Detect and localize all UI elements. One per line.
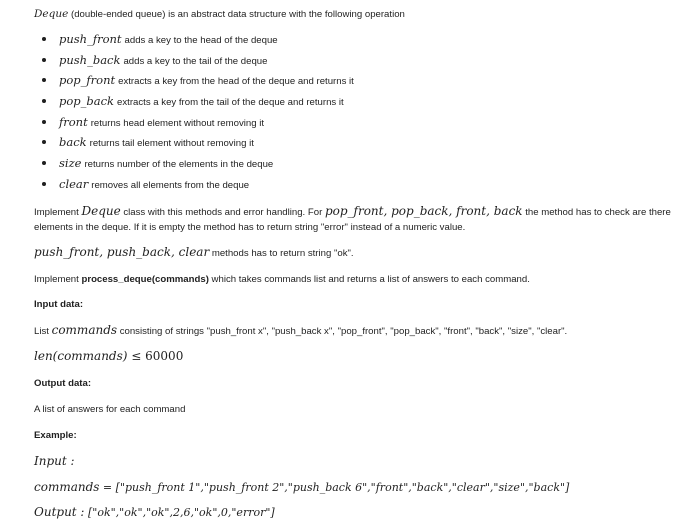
operation-desc: returns head element without removing it [90,117,265,129]
list-item [34,93,354,114]
example-commands-rhs: = ["push_front 1","push_front 2","push_back 6","front","back","clear","size","back"] [99,481,570,494]
ok-rule-text: methods has to return string "ok". [209,248,354,259]
intro-text: (double-ended queue) is an abstract data structure with the following operation [68,9,405,20]
bullet-icon [42,37,46,41]
process-suffix: which takes commands list and returns a list of answers to each command. [208,274,530,285]
commands-var: commands [51,323,118,337]
example-output-label: Output : [34,505,85,519]
implement-line-1 [34,205,671,219]
input-desc-prefix: List [34,326,52,337]
list-item [34,134,354,155]
operation-name: back [59,135,87,150]
input-desc-suffix: consisting of strings "push_front x", "push_back x", "pop_front", "pop_back", "front", "back", "size", "clear". [117,326,568,337]
operation-desc: removes all elements from the deque [91,179,250,191]
bullet-icon [42,78,46,82]
operation-name: clear [59,176,89,191]
operation-name: push_back [59,52,121,67]
example-output-value: ["ok","ok","ok",2,6,"ok",0,"error"] [84,506,275,519]
process-line [34,273,530,286]
operations-list [34,31,354,197]
operation-desc: returns tail element without removing it [89,138,254,150]
implement-prefix: Implement [34,207,82,218]
output-heading: Output data: [34,378,92,389]
list-item [34,176,354,197]
process-prefix: Implement [34,274,82,285]
bullet-icon [42,140,46,144]
output-desc: A list of answers for each command [34,404,186,415]
operation-desc: returns number of the elements in the deque [84,159,274,171]
constraint-rhs: 60000 [145,349,184,363]
bullet-icon [42,161,46,165]
ok-rule-line [34,246,354,260]
constraint-op: ≤ [127,349,146,363]
constraint-line [34,350,183,364]
input-heading: Input data: [34,299,84,310]
deque-term: Deque [34,8,69,20]
bullet-icon [42,99,46,103]
operation-name: size [59,156,82,171]
function-signature: process_deque(commands) [81,274,209,285]
list-item [34,52,354,73]
constraint-lhs: len(commands) [34,349,128,363]
operation-desc: extracts a key from the tail of the deque and returns it [117,97,344,109]
example-heading: Example: [34,430,77,441]
example-input-label: Input : [34,454,75,468]
operation-name: front [59,114,88,129]
operation-desc: adds a key to the head of the deque [124,35,278,46]
example-commands-line [34,481,569,495]
operation-desc: adds a key to the tail of the deque [123,55,268,67]
checked-methods: pop_front, pop_back, front, back [324,204,523,218]
example-commands-lhs: commands [34,480,100,494]
intro-line [34,8,405,21]
implement-line-2: elements in the deque. If it is empty the method has to return string "error" instead of a numeric value. [34,222,466,233]
input-desc-line [34,324,567,338]
example-output-line [34,506,275,520]
operation-name: push_front [59,32,122,46]
class-name: Deque [81,204,121,218]
ok-methods: push_front, push_back, clear [34,245,210,259]
list-item [34,72,354,93]
list-item [34,31,354,52]
implement-mid: class with this methods and error handling. For [120,207,325,218]
bullet-icon [42,58,46,62]
list-item [34,155,354,176]
list-item [34,114,354,135]
bullet-icon [42,120,46,124]
implement-suffix: the method has to check are there [522,207,671,218]
operation-desc: extracts a key from the head of the deque and returns it [118,76,354,88]
operation-name: pop_front [59,73,116,88]
operation-name: pop_back [59,94,115,109]
bullet-icon [42,182,46,186]
